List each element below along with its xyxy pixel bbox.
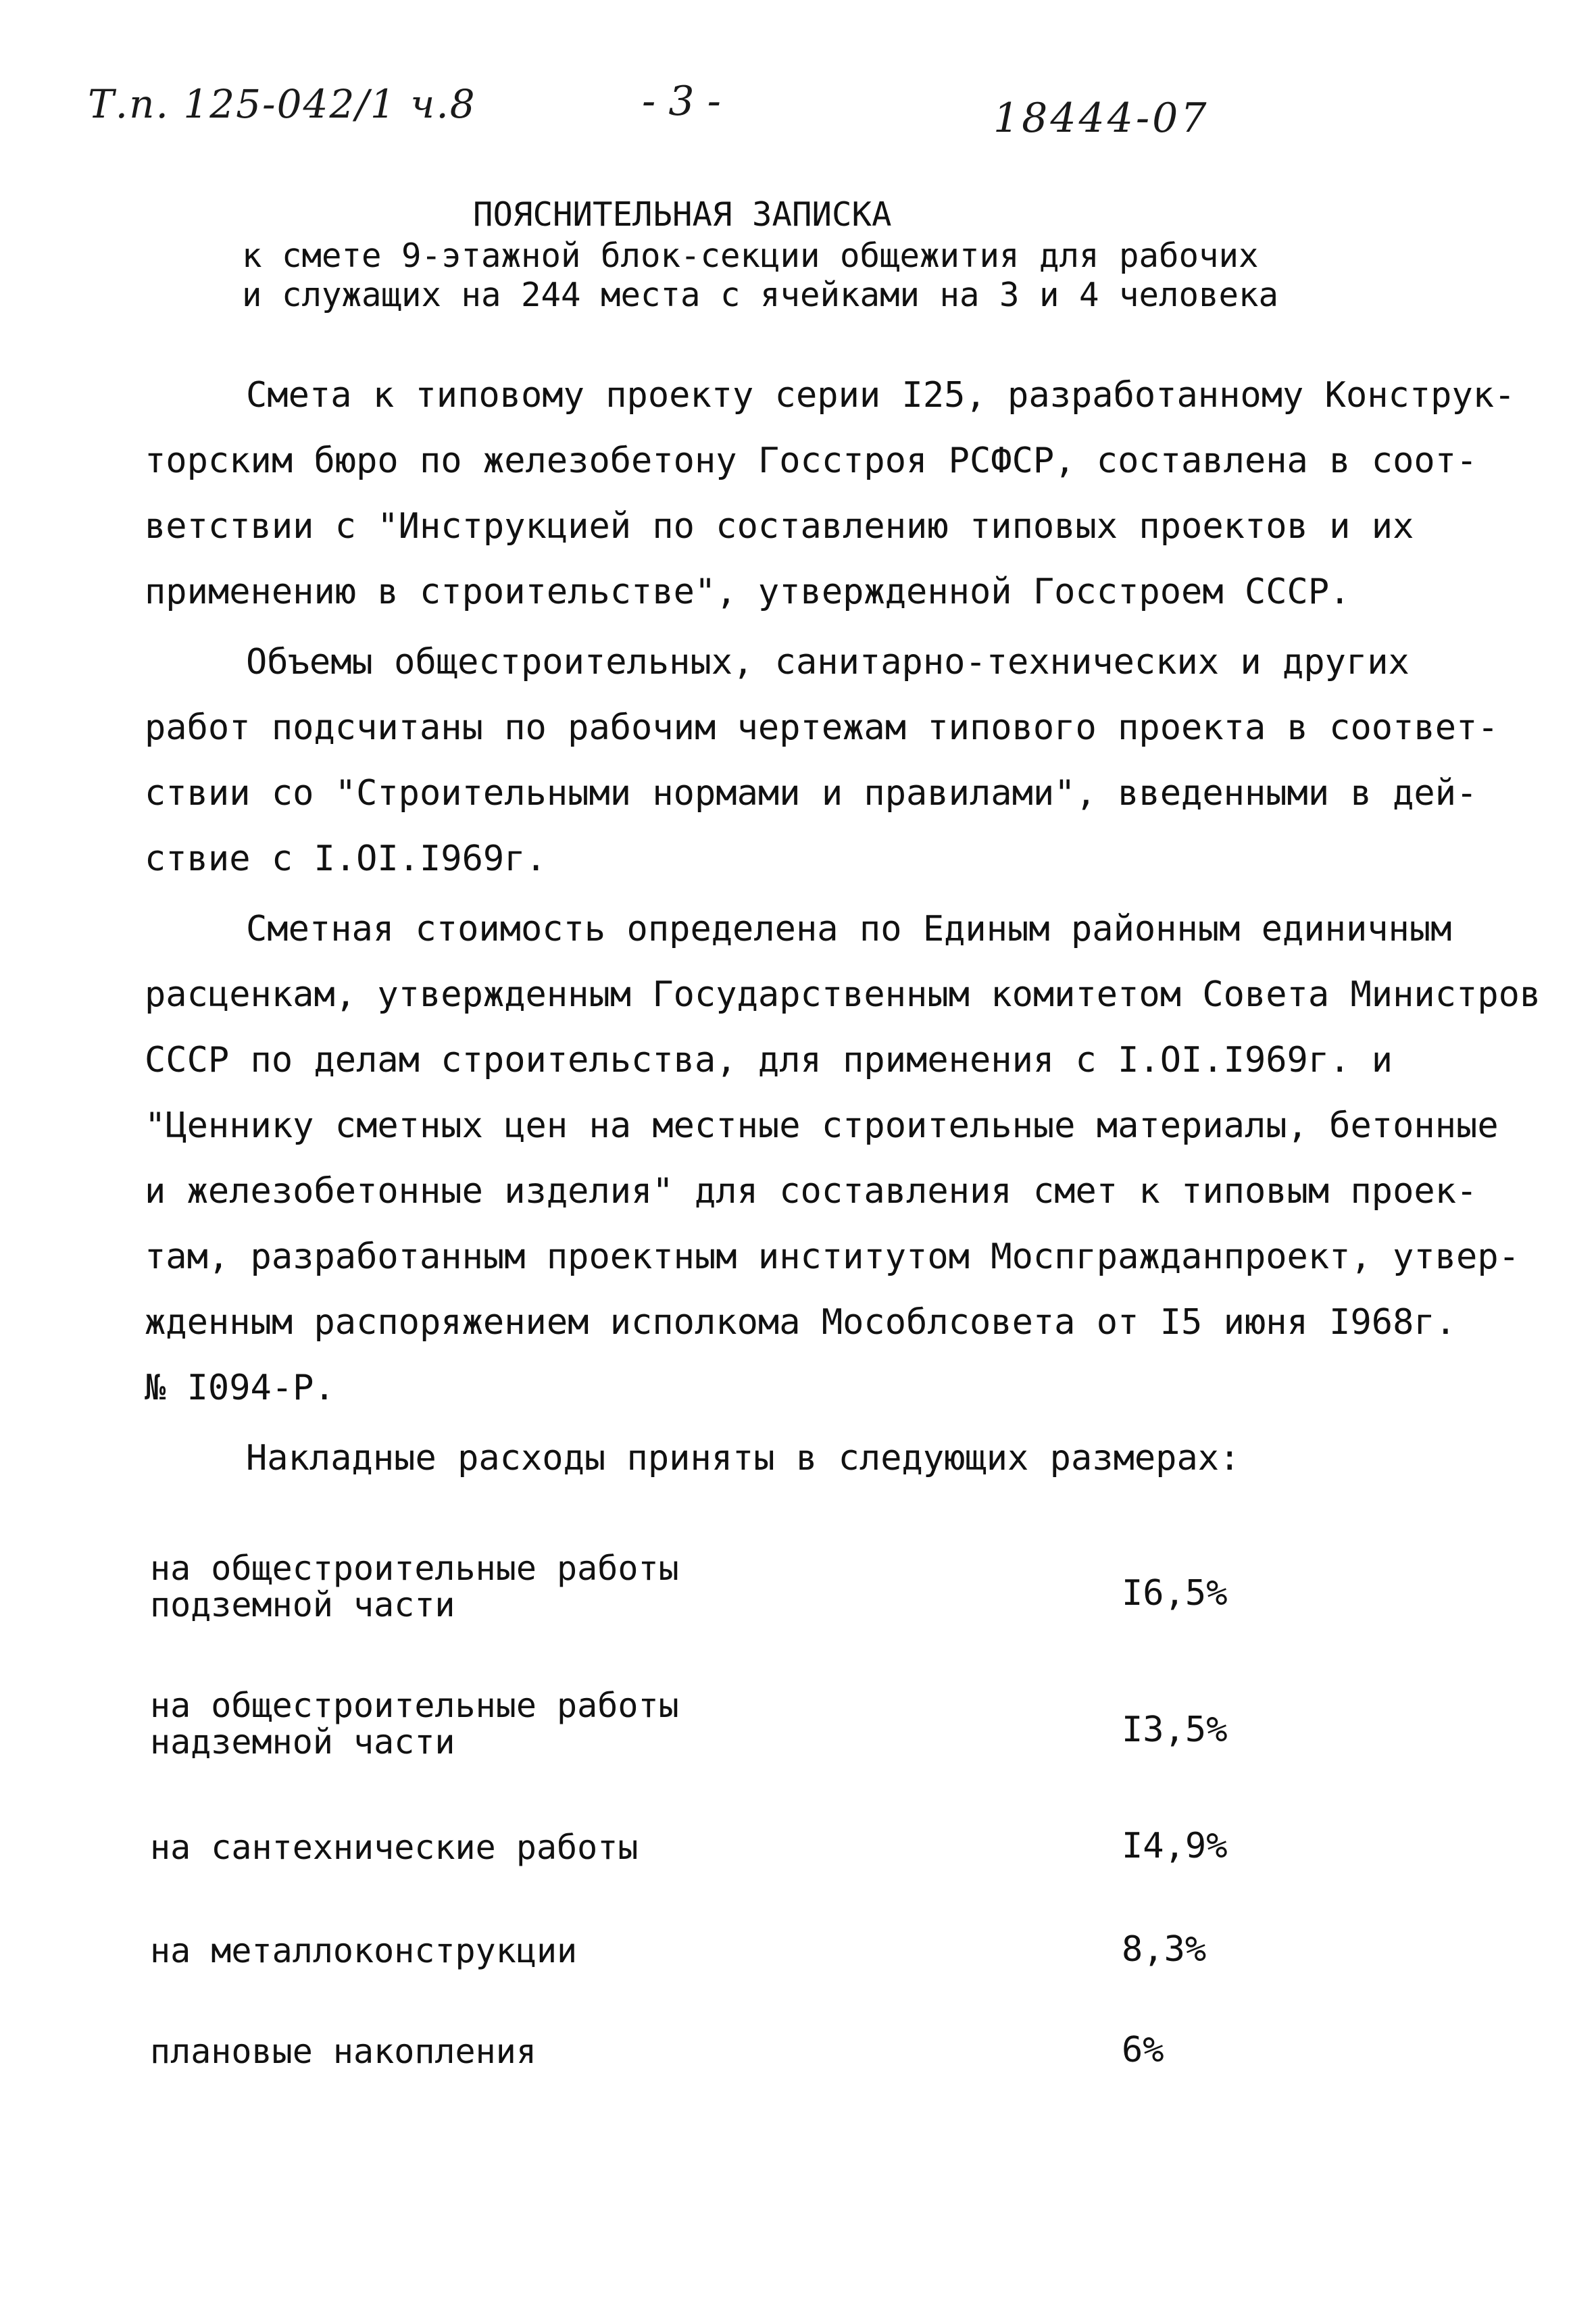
paragraph-1-line: торским бюро по железобетону Госстроя РСФСР, составлена в соот- [145, 441, 1478, 481]
rate-value: I4,9% [1122, 1826, 1228, 1866]
paragraph-1-line: ветствии с "Инструкцией по составлению типовых проектов и их [145, 506, 1414, 547]
overhead-intro: Накладные расходы приняты в следующих размерах: [246, 1438, 1241, 1478]
paragraph-2-line: Объемы общестроительных, санитарно-технических и других [246, 642, 1410, 682]
rate-label: на общестроительные работы [150, 1686, 679, 1725]
document-heading: ПОЯСНИТЕЛЬНАЯ ЗАПИСКА [473, 195, 892, 234]
rate-value: 6% [1122, 2030, 1164, 2070]
paragraph-3-line: и железобетонные изделия" для составления смет к типовым проек- [145, 1171, 1478, 1212]
rate-label: на металлоконструкции [150, 1931, 578, 1970]
rate-value: 8,3% [1122, 1929, 1207, 1970]
rate-label: подземной части [150, 1585, 455, 1624]
paragraph-3-line: СССР по делам строительства, для применения с I.OI.I969г. и [145, 1040, 1393, 1080]
paragraph-2-line: работ подсчитаны по рабочим чертежам типового проекта в соответ- [145, 707, 1499, 748]
rate-label: на сантехнические работы [150, 1828, 639, 1867]
rate-label: плановые накопления [150, 2032, 537, 2071]
page-number: - 3 - [642, 78, 721, 125]
paragraph-1-line: Смета к типовому проекту серии I25, разработанному Конструк- [246, 375, 1516, 416]
paragraph-3-line: там, разработанным проектным институтом Моспгражданпроект, утвер- [145, 1237, 1520, 1277]
paragraph-3-line: Сметная стоимость определена по Единым районным единичным [246, 909, 1452, 949]
paragraph-3-line: расценкам, утвержденным Государственным комитетом Совета Министров [145, 974, 1541, 1015]
paragraph-3-line: жденным распоряжением исполкома Мособлсовета от I5 июня I968г. [145, 1302, 1457, 1343]
rate-label: надземной части [150, 1722, 455, 1762]
paragraph-3-line: № I094-Р. [145, 1368, 335, 1408]
rate-value: I6,5% [1122, 1573, 1228, 1614]
subtitle-line: и служащих на 244 места с ячейками на 3 и 4 человека [242, 276, 1279, 314]
document-reference-left: Т.п. 125-042/1 ч.8 [88, 81, 476, 127]
rate-value: I3,5% [1122, 1710, 1228, 1750]
document-reference-right: 18444-07 [993, 95, 1210, 142]
subtitle-line: к смете 9-этажной блок-секции общежития для рабочих [242, 237, 1259, 275]
paragraph-3-line: "Ценнику сметных цен на местные строительные материалы, бетонные [145, 1105, 1499, 1146]
paragraph-2-line: ствие с I.OI.I969г. [145, 839, 547, 879]
paragraph-2-line: ствии со "Строительными нормами и правилами", введенными в дей- [145, 773, 1478, 814]
document-subtitle [242, 237, 1278, 315]
rate-label: на общестроительные работы [150, 1549, 679, 1588]
paragraph-1-line: применению в строительстве", утвержденной Госстроем СССР. [145, 572, 1351, 612]
